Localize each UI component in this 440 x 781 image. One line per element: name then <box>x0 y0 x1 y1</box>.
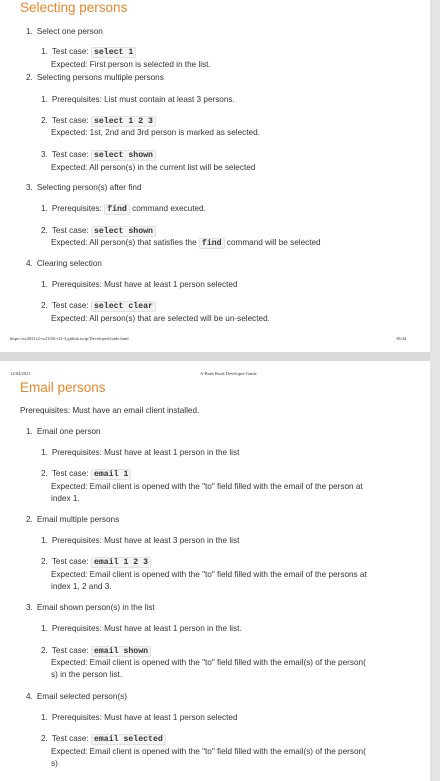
inline-code: email 1 <box>91 469 131 480</box>
expected-text: Expected: Email client is opened with the "to" field filled with the email of the person at <box>51 482 363 491</box>
expected-text: Expected: All person(s) that are selected will be un-selected. <box>51 314 270 323</box>
item-label: Email selected person(s) <box>36 692 127 701</box>
item-label: Selecting persons multiple persons <box>36 73 164 82</box>
item-number: 1. <box>26 427 33 436</box>
list-item <box>26 259 102 269</box>
inline-code: select 1 2 3 <box>91 116 156 127</box>
header-date: 12/04/2021 <box>10 371 31 376</box>
expected-text: Expected: 1st, 2nd and 3rd person is marked as selected. <box>51 128 260 137</box>
item-number: 4. <box>26 692 33 701</box>
inline-code: email shown <box>91 646 151 657</box>
list-item <box>41 116 156 127</box>
item-label: Test case: <box>51 226 89 235</box>
item-label: Clearing selection <box>36 259 102 268</box>
expected-text-cont: s) in the person list. <box>51 670 122 679</box>
item-number: 1. <box>41 713 48 722</box>
list-item <box>41 624 242 634</box>
item-label: Test case: <box>51 116 89 125</box>
item-label: Selecting person(s) after find <box>36 183 142 192</box>
inline-code: email selected <box>91 734 166 745</box>
list-item <box>41 47 136 58</box>
item-number: 3. <box>26 603 33 612</box>
list-item <box>26 183 142 193</box>
expected-post: command will be selected <box>226 238 321 247</box>
expected-text-cont: index 1. <box>51 494 80 503</box>
inline-code: find <box>104 204 130 215</box>
expected-text-cont: s) <box>51 759 58 768</box>
item-label: Test case: <box>51 47 89 56</box>
list-item <box>41 204 206 215</box>
item-label-tail: command executed. <box>132 204 206 213</box>
item-number: 2. <box>41 226 48 235</box>
section-title: Selecting persons <box>20 0 128 15</box>
expected-text <box>51 238 321 249</box>
list-item <box>41 646 151 657</box>
item-number: 2. <box>26 515 33 524</box>
expected-text: Expected: First person is selected in the list. <box>51 60 211 69</box>
inline-code: find <box>199 238 225 249</box>
item-label: Test case: <box>51 557 89 566</box>
item-label: Email one person <box>36 427 101 436</box>
item-label: Prerequisites: Must have at least 1 person selected <box>51 713 238 722</box>
item-label: Prerequisites: <box>51 204 102 213</box>
footer-page-number: 38/44 <box>396 336 407 341</box>
list-item <box>41 713 238 723</box>
item-number: 1. <box>41 204 48 213</box>
expected-pre: Expected: All person(s) that satisfies the <box>51 238 197 247</box>
list-item <box>26 73 164 83</box>
item-label: Test case: <box>51 646 89 655</box>
item-number: 2. <box>41 301 48 310</box>
item-label: Prerequisites: Must have at least 1 person in the list. <box>51 624 242 633</box>
footer-url[interactable]: https://ay2021s2-cs2103t-t12-3.github.io/tp/DeveloperGuide.html <box>10 336 129 341</box>
list-item <box>41 536 239 546</box>
expected-text-cont: index 1, 2 and 3. <box>51 582 112 591</box>
list-item <box>26 515 119 525</box>
item-number: 2. <box>41 734 48 743</box>
expected-text: Expected: Email client is opened with the "to" field filled with the email(s) of the person( <box>51 658 366 667</box>
header-title: A-Bash Book Developer Guide <box>200 371 257 376</box>
item-number: 2. <box>26 73 33 82</box>
inline-code: select shown <box>91 226 156 237</box>
inline-code: select 1 <box>91 47 136 58</box>
list-item <box>41 557 151 568</box>
item-label: Test case: <box>51 150 89 159</box>
section-title: Email persons <box>20 380 106 395</box>
item-number: 2. <box>41 469 48 478</box>
expected-text: Expected: Email client is opened with the "to" field filled with the email of the persons at <box>51 570 367 579</box>
item-label: Test case: <box>51 734 89 743</box>
list-item <box>41 150 156 161</box>
list-item <box>41 469 131 480</box>
item-label: Test case: <box>51 301 89 310</box>
list-item <box>41 734 166 745</box>
expected-text: Expected: All person(s) in the current list will be selected <box>51 163 256 172</box>
expected-text: Expected: Email client is opened with the "to" field filled with the email(s) of the person( <box>51 747 366 756</box>
scroll-gutter <box>430 0 440 781</box>
prerequisites-text: Prerequisites: Must have an email client installed. <box>20 406 200 415</box>
item-label: Test case: <box>51 469 89 478</box>
item-label: Select one person <box>36 27 103 36</box>
item-number: 3. <box>41 150 48 159</box>
item-number: 1. <box>26 27 33 36</box>
item-label: Prerequisites: Must have at least 3 person in the list <box>51 536 240 545</box>
item-number: 1. <box>41 536 48 545</box>
list-item <box>41 301 156 312</box>
item-number: 1. <box>41 280 48 289</box>
item-label: Email multiple persons <box>36 515 120 524</box>
item-label: Prerequisites: Must have at least 1 person selected <box>51 280 238 289</box>
item-number: 3. <box>26 183 33 192</box>
inline-code: select shown <box>91 150 156 161</box>
item-number: 1. <box>41 448 48 457</box>
item-label: Email shown person(s) in the list <box>36 603 155 612</box>
inline-code: email 1 2 3 <box>91 557 151 568</box>
item-label: Prerequisites: List must contain at least 3 persons. <box>51 95 235 104</box>
list-item <box>41 280 238 290</box>
item-number: 1. <box>41 624 48 633</box>
list-item <box>41 95 235 105</box>
list-item <box>41 448 239 458</box>
item-number: 1. <box>41 95 48 104</box>
item-label: Prerequisites: Must have at least 1 person in the list <box>51 448 240 457</box>
list-item <box>26 27 103 37</box>
item-number: 2. <box>41 116 48 125</box>
list-item <box>41 226 156 237</box>
document-page-39 <box>0 361 430 781</box>
list-item <box>26 427 101 437</box>
item-number: 1. <box>41 47 48 56</box>
item-number: 2. <box>41 646 48 655</box>
inline-code: select clear <box>91 301 156 312</box>
item-number: 2. <box>41 557 48 566</box>
list-item <box>26 692 127 702</box>
document-page-38 <box>0 0 430 352</box>
list-item <box>26 603 155 613</box>
item-number: 4. <box>26 259 33 268</box>
